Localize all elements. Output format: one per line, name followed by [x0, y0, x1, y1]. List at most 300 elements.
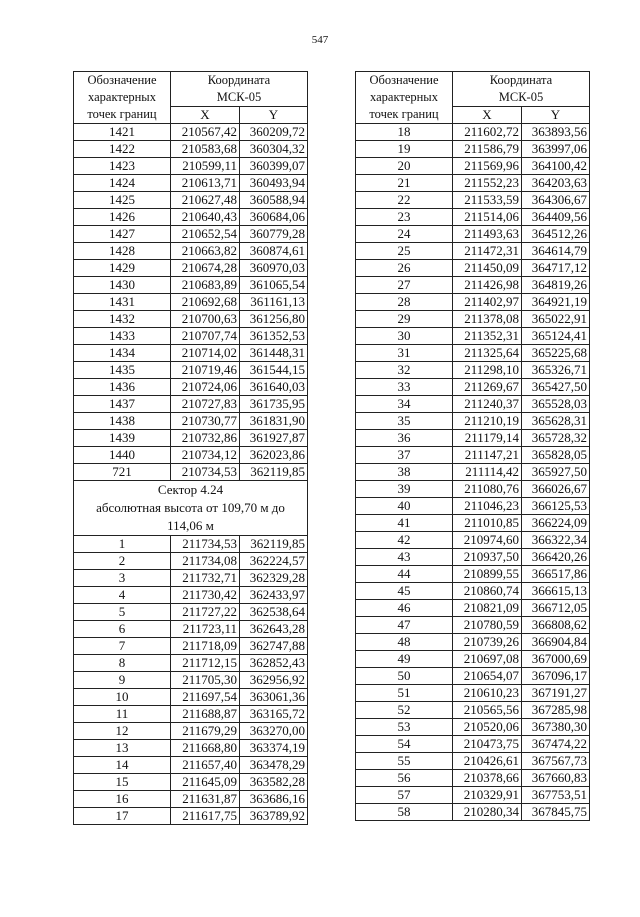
left-table-body-top	[74, 124, 308, 481]
y-coordinate-cell: 360588,94	[240, 192, 308, 209]
table-row	[356, 549, 590, 566]
x-coordinate-cell: 211697,54	[171, 689, 240, 706]
table-row	[74, 209, 308, 226]
left-coordinates-table	[73, 71, 308, 825]
y-coordinate-cell: 365828,05	[522, 447, 590, 464]
point-id-cell: 33	[356, 379, 453, 396]
y-coordinate-cell: 361256,80	[240, 311, 308, 328]
y-coordinate-cell: 362852,43	[240, 655, 308, 672]
x-coordinate-cell: 211240,37	[453, 396, 522, 413]
x-coordinate-cell: 211617,75	[171, 808, 240, 825]
y-coordinate-cell: 364203,63	[522, 175, 590, 192]
y-coordinate-cell: 361544,15	[240, 362, 308, 379]
table-row	[74, 175, 308, 192]
x-coordinate-cell: 210610,23	[453, 685, 522, 702]
table-row	[356, 396, 590, 413]
x-coordinate-cell: 210329,91	[453, 787, 522, 804]
x-coordinate-cell: 211679,29	[171, 723, 240, 740]
table-row	[74, 621, 308, 638]
y-coordinate-cell: 360684,06	[240, 209, 308, 226]
table-row	[356, 617, 590, 634]
table-row	[74, 141, 308, 158]
table-row	[74, 226, 308, 243]
point-id-cell: 32	[356, 362, 453, 379]
point-id-cell: 1438	[74, 413, 171, 430]
point-id-cell: 22	[356, 192, 453, 209]
x-coordinate-cell: 211688,87	[171, 706, 240, 723]
y-coordinate-cell: 363061,36	[240, 689, 308, 706]
point-id-cell: 31	[356, 345, 453, 362]
y-coordinate-cell: 360209,72	[240, 124, 308, 141]
table-row	[356, 498, 590, 515]
table-row	[74, 587, 308, 604]
point-id-cell: 8	[74, 655, 171, 672]
table-row	[74, 638, 308, 655]
table-row	[356, 294, 590, 311]
table-row	[356, 345, 590, 362]
y-coordinate-cell: 365927,50	[522, 464, 590, 481]
y-coordinate-cell: 360970,03	[240, 260, 308, 277]
point-id-cell: 15	[74, 774, 171, 791]
y-coordinate-cell: 364100,42	[522, 158, 590, 175]
x-coordinate-cell: 210599,11	[171, 158, 240, 175]
x-coordinate-cell: 211179,14	[453, 430, 522, 447]
table-row	[74, 740, 308, 757]
x-coordinate-cell: 210860,74	[453, 583, 522, 600]
point-id-cell: 1426	[74, 209, 171, 226]
table-row	[356, 600, 590, 617]
y-coordinate-cell: 365022,91	[522, 311, 590, 328]
x-coordinate-cell: 210520,06	[453, 719, 522, 736]
x-coordinate-cell: 211533,59	[453, 192, 522, 209]
x-coordinate-cell: 211493,63	[453, 226, 522, 243]
point-id-cell: 56	[356, 770, 453, 787]
coordinate-header-line: МСК-05	[216, 90, 262, 104]
point-id-cell: 1428	[74, 243, 171, 260]
y-coordinate-cell: 363374,19	[240, 740, 308, 757]
table-row	[74, 379, 308, 396]
table-row	[74, 345, 308, 362]
coordinate-header-line: Координата	[207, 73, 271, 87]
y-coordinate-cell: 360493,94	[240, 175, 308, 192]
y-coordinate-cell: 362433,97	[240, 587, 308, 604]
x-coordinate-cell: 211718,09	[171, 638, 240, 655]
designation-header-line: Обозначение	[87, 73, 157, 87]
y-coordinate-cell: 362956,92	[240, 672, 308, 689]
point-id-cell: 54	[356, 736, 453, 753]
table-row	[356, 175, 590, 192]
y-coordinate-cell: 364512,26	[522, 226, 590, 243]
y-coordinate-cell: 364921,19	[522, 294, 590, 311]
x-coordinate-cell: 211602,72	[453, 124, 522, 141]
x-coordinate-cell: 211586,79	[453, 141, 522, 158]
y-coordinate-cell: 361161,13	[240, 294, 308, 311]
x-coordinate-cell: 210734,12	[171, 447, 240, 464]
x-coordinate-cell: 211210,19	[453, 413, 522, 430]
point-id-cell: 1429	[74, 260, 171, 277]
table-row	[356, 447, 590, 464]
point-id-cell: 57	[356, 787, 453, 804]
point-id-cell: 51	[356, 685, 453, 702]
table-row	[356, 651, 590, 668]
x-coordinate-cell: 210473,75	[453, 736, 522, 753]
point-id-cell: 46	[356, 600, 453, 617]
table-row	[356, 702, 590, 719]
y-coordinate-cell: 364717,12	[522, 260, 590, 277]
table-row	[74, 791, 308, 808]
x-coordinate-cell: 210652,54	[171, 226, 240, 243]
point-id-cell: 49	[356, 651, 453, 668]
y-coordinate-cell: 363165,72	[240, 706, 308, 723]
x-coordinate-cell: 211080,76	[453, 481, 522, 498]
table-row	[356, 481, 590, 498]
point-id-cell: 3	[74, 570, 171, 587]
y-coordinate-cell: 367567,73	[522, 753, 590, 770]
y-coordinate-cell: 367285,98	[522, 702, 590, 719]
point-id-cell: 1437	[74, 396, 171, 413]
x-coordinate-cell: 210613,71	[171, 175, 240, 192]
table-row	[356, 158, 590, 175]
x-coordinate-cell: 210654,07	[453, 668, 522, 685]
designation-header-line: Обозначение	[369, 73, 439, 87]
table-row	[356, 532, 590, 549]
x-coordinate-cell: 210714,02	[171, 345, 240, 362]
x-coordinate-cell: 210700,63	[171, 311, 240, 328]
x-coordinate-cell: 210734,53	[171, 464, 240, 481]
x-column-header: X	[453, 107, 522, 124]
y-column-header: Y	[240, 107, 308, 124]
table-row	[356, 668, 590, 685]
point-id-cell: 1434	[74, 345, 171, 362]
x-coordinate-cell: 211426,98	[453, 277, 522, 294]
x-coordinate-cell: 210378,66	[453, 770, 522, 787]
x-coordinate-cell: 211732,71	[171, 570, 240, 587]
y-coordinate-cell: 362119,85	[240, 464, 308, 481]
table-row	[356, 753, 590, 770]
y-coordinate-cell: 361831,90	[240, 413, 308, 430]
x-coordinate-cell: 210821,09	[453, 600, 522, 617]
point-id-cell: 1431	[74, 294, 171, 311]
y-coordinate-cell: 364819,26	[522, 277, 590, 294]
y-coordinate-cell: 363789,92	[240, 808, 308, 825]
x-coordinate-cell: 210567,42	[171, 124, 240, 141]
point-id-cell: 50	[356, 668, 453, 685]
coordinate-header	[171, 72, 308, 107]
y-coordinate-cell: 365728,32	[522, 430, 590, 447]
y-coordinate-cell: 364409,56	[522, 209, 590, 226]
table-row	[74, 706, 308, 723]
y-coordinate-cell: 365528,03	[522, 396, 590, 413]
y-coordinate-cell: 366224,09	[522, 515, 590, 532]
point-id-cell: 17	[74, 808, 171, 825]
coordinate-header-line: МСК-05	[498, 90, 544, 104]
designation-header-line: точек границ	[369, 107, 439, 121]
x-coordinate-cell: 211705,30	[171, 672, 240, 689]
point-id-cell: 47	[356, 617, 453, 634]
y-coordinate-cell: 366712,05	[522, 600, 590, 617]
left-table-body-bottom	[74, 536, 308, 825]
table-row	[356, 379, 590, 396]
y-coordinate-cell: 363478,29	[240, 757, 308, 774]
x-coordinate-cell: 210724,06	[171, 379, 240, 396]
table-row	[74, 413, 308, 430]
point-id-cell: 38	[356, 464, 453, 481]
point-id-cell: 18	[356, 124, 453, 141]
point-id-cell: 34	[356, 396, 453, 413]
x-coordinate-cell: 210640,43	[171, 209, 240, 226]
x-coordinate-cell: 211631,87	[171, 791, 240, 808]
x-coordinate-cell: 211734,53	[171, 536, 240, 553]
x-coordinate-cell: 210707,74	[171, 328, 240, 345]
table-row	[74, 723, 308, 740]
point-id-cell: 24	[356, 226, 453, 243]
x-coordinate-cell: 211450,09	[453, 260, 522, 277]
x-coordinate-cell: 210780,59	[453, 617, 522, 634]
y-coordinate-cell: 365225,68	[522, 345, 590, 362]
point-id-cell: 1430	[74, 277, 171, 294]
point-id-cell: 14	[74, 757, 171, 774]
point-id-cell: 48	[356, 634, 453, 651]
table-row	[74, 570, 308, 587]
x-coordinate-cell: 210426,61	[453, 753, 522, 770]
y-coordinate-cell: 364306,67	[522, 192, 590, 209]
x-coordinate-cell: 211645,09	[171, 774, 240, 791]
right-coordinates-table	[355, 71, 590, 821]
point-id-cell: 1423	[74, 158, 171, 175]
y-coordinate-cell: 363893,56	[522, 124, 590, 141]
x-coordinate-cell: 210280,34	[453, 804, 522, 821]
point-id-cell: 4	[74, 587, 171, 604]
y-coordinate-cell: 366615,13	[522, 583, 590, 600]
table-row	[74, 757, 308, 774]
table-row	[74, 260, 308, 277]
y-coordinate-cell: 362643,28	[240, 621, 308, 638]
point-id-cell: 44	[356, 566, 453, 583]
point-id-cell: 1421	[74, 124, 171, 141]
y-coordinate-cell: 366125,53	[522, 498, 590, 515]
x-coordinate-cell: 211734,08	[171, 553, 240, 570]
point-id-cell: 41	[356, 515, 453, 532]
y-coordinate-cell: 361735,95	[240, 396, 308, 413]
x-coordinate-cell: 210583,68	[171, 141, 240, 158]
table-row	[356, 583, 590, 600]
point-id-cell: 7	[74, 638, 171, 655]
x-coordinate-cell: 210697,08	[453, 651, 522, 668]
table-row	[356, 141, 590, 158]
x-coordinate-cell: 211352,31	[453, 328, 522, 345]
y-coordinate-cell: 364614,79	[522, 243, 590, 260]
table-row	[356, 226, 590, 243]
coordinate-header	[453, 72, 590, 107]
x-coordinate-cell: 210663,82	[171, 243, 240, 260]
table-row	[74, 655, 308, 672]
x-coordinate-cell: 211552,23	[453, 175, 522, 192]
y-coordinate-cell: 366420,26	[522, 549, 590, 566]
designation-header-line: точек границ	[87, 107, 157, 121]
y-coordinate-cell: 366904,84	[522, 634, 590, 651]
y-coordinate-cell: 367845,75	[522, 804, 590, 821]
point-id-cell: 25	[356, 243, 453, 260]
table-row	[74, 294, 308, 311]
y-coordinate-cell: 362224,57	[240, 553, 308, 570]
x-coordinate-cell: 211723,11	[171, 621, 240, 638]
y-coordinate-cell: 360779,28	[240, 226, 308, 243]
point-id-cell: 1	[74, 536, 171, 553]
x-coordinate-cell: 211114,42	[453, 464, 522, 481]
table-row	[356, 124, 590, 141]
point-id-cell: 23	[356, 209, 453, 226]
x-coordinate-cell: 211727,22	[171, 604, 240, 621]
point-id-cell: 20	[356, 158, 453, 175]
table-row	[356, 515, 590, 532]
y-coordinate-cell: 367096,17	[522, 668, 590, 685]
table-row	[74, 536, 308, 553]
designation-header-line: характерных	[88, 90, 156, 104]
point-id-cell: 5	[74, 604, 171, 621]
y-coordinate-cell: 362538,64	[240, 604, 308, 621]
point-id-cell: 30	[356, 328, 453, 345]
table-row	[356, 243, 590, 260]
y-coordinate-cell: 366808,62	[522, 617, 590, 634]
y-coordinate-cell: 367753,51	[522, 787, 590, 804]
y-coordinate-cell: 363270,00	[240, 723, 308, 740]
x-coordinate-cell: 210937,50	[453, 549, 522, 566]
x-coordinate-cell: 211657,40	[171, 757, 240, 774]
table-row	[74, 124, 308, 141]
point-id-cell: 28	[356, 294, 453, 311]
table-row	[74, 243, 308, 260]
table-row	[356, 311, 590, 328]
table-row	[356, 413, 590, 430]
point-id-cell: 16	[74, 791, 171, 808]
x-coordinate-cell: 210692,68	[171, 294, 240, 311]
point-id-cell: 1422	[74, 141, 171, 158]
point-id-cell: 6	[74, 621, 171, 638]
point-id-cell: 55	[356, 753, 453, 770]
table-row	[74, 553, 308, 570]
x-coordinate-cell: 210674,28	[171, 260, 240, 277]
sector-caption-line: абсолютная высота от 109,70 м до	[96, 500, 285, 515]
x-coordinate-cell: 211712,15	[171, 655, 240, 672]
point-id-cell: 721	[74, 464, 171, 481]
y-coordinate-cell: 363582,28	[240, 774, 308, 791]
page-number: 547	[311, 34, 329, 46]
table-row	[356, 736, 590, 753]
sector-caption-section	[74, 481, 308, 536]
table-row	[356, 770, 590, 787]
point-id-cell: 27	[356, 277, 453, 294]
table-row	[74, 464, 308, 481]
x-coordinate-cell: 210719,46	[171, 362, 240, 379]
table-row	[74, 362, 308, 379]
y-coordinate-cell: 366517,86	[522, 566, 590, 583]
point-id-cell: 1436	[74, 379, 171, 396]
x-coordinate-cell: 210974,60	[453, 532, 522, 549]
y-coordinate-cell: 367380,30	[522, 719, 590, 736]
x-coordinate-cell: 211269,67	[453, 379, 522, 396]
table-row	[74, 158, 308, 175]
point-id-cell: 1440	[74, 447, 171, 464]
x-coordinate-cell: 210899,55	[453, 566, 522, 583]
x-coordinate-cell: 211298,10	[453, 362, 522, 379]
point-id-cell: 13	[74, 740, 171, 757]
table-row	[74, 328, 308, 345]
sector-caption-line: Сектор 4.24	[157, 482, 224, 497]
x-coordinate-cell: 210732,86	[171, 430, 240, 447]
x-coordinate-cell: 211668,80	[171, 740, 240, 757]
y-coordinate-cell: 367660,83	[522, 770, 590, 787]
table-row	[356, 362, 590, 379]
table-row	[356, 277, 590, 294]
x-coordinate-cell: 211514,06	[453, 209, 522, 226]
table-row	[356, 430, 590, 447]
table-row	[74, 808, 308, 825]
point-id-cell: 35	[356, 413, 453, 430]
point-id-cell: 36	[356, 430, 453, 447]
table-row	[74, 672, 308, 689]
x-coordinate-cell: 210627,48	[171, 192, 240, 209]
y-coordinate-cell: 360399,07	[240, 158, 308, 175]
x-coordinate-cell: 211147,21	[453, 447, 522, 464]
sector-caption-line: 114,06 м	[167, 518, 214, 533]
table-row	[356, 634, 590, 651]
y-coordinate-cell: 367474,22	[522, 736, 590, 753]
point-id-cell: 1427	[74, 226, 171, 243]
x-coordinate-cell: 210565,56	[453, 702, 522, 719]
table-row	[356, 464, 590, 481]
point-id-cell: 37	[356, 447, 453, 464]
point-id-cell: 1425	[74, 192, 171, 209]
y-coordinate-cell: 360874,61	[240, 243, 308, 260]
table-row	[356, 787, 590, 804]
point-id-cell: 2	[74, 553, 171, 570]
point-id-cell: 11	[74, 706, 171, 723]
y-coordinate-cell: 361065,54	[240, 277, 308, 294]
table-row	[356, 328, 590, 345]
y-coordinate-cell: 361927,87	[240, 430, 308, 447]
x-coordinate-cell: 211325,64	[453, 345, 522, 362]
x-coordinate-cell: 211046,23	[453, 498, 522, 515]
y-column-header: Y	[522, 107, 590, 124]
point-id-cell: 53	[356, 719, 453, 736]
point-id-cell: 12	[74, 723, 171, 740]
point-id-cell: 39	[356, 481, 453, 498]
point-id-cell: 26	[356, 260, 453, 277]
x-coordinate-cell: 210727,83	[171, 396, 240, 413]
x-coordinate-cell: 211569,96	[453, 158, 522, 175]
point-id-cell: 45	[356, 583, 453, 600]
point-id-cell: 1439	[74, 430, 171, 447]
table-row	[74, 277, 308, 294]
y-coordinate-cell: 366026,67	[522, 481, 590, 498]
y-coordinate-cell: 361352,53	[240, 328, 308, 345]
y-coordinate-cell: 367000,69	[522, 651, 590, 668]
x-coordinate-cell: 211472,31	[453, 243, 522, 260]
x-coordinate-cell: 210683,89	[171, 277, 240, 294]
point-id-cell: 10	[74, 689, 171, 706]
y-coordinate-cell: 361640,03	[240, 379, 308, 396]
y-coordinate-cell: 362747,88	[240, 638, 308, 655]
x-coordinate-cell: 211378,08	[453, 311, 522, 328]
table-row	[356, 260, 590, 277]
y-coordinate-cell: 361448,31	[240, 345, 308, 362]
table-row	[74, 774, 308, 791]
table-row	[74, 689, 308, 706]
table-row	[356, 804, 590, 821]
sector-caption	[74, 481, 308, 536]
x-column-header: X	[171, 107, 240, 124]
y-coordinate-cell: 365427,50	[522, 379, 590, 396]
